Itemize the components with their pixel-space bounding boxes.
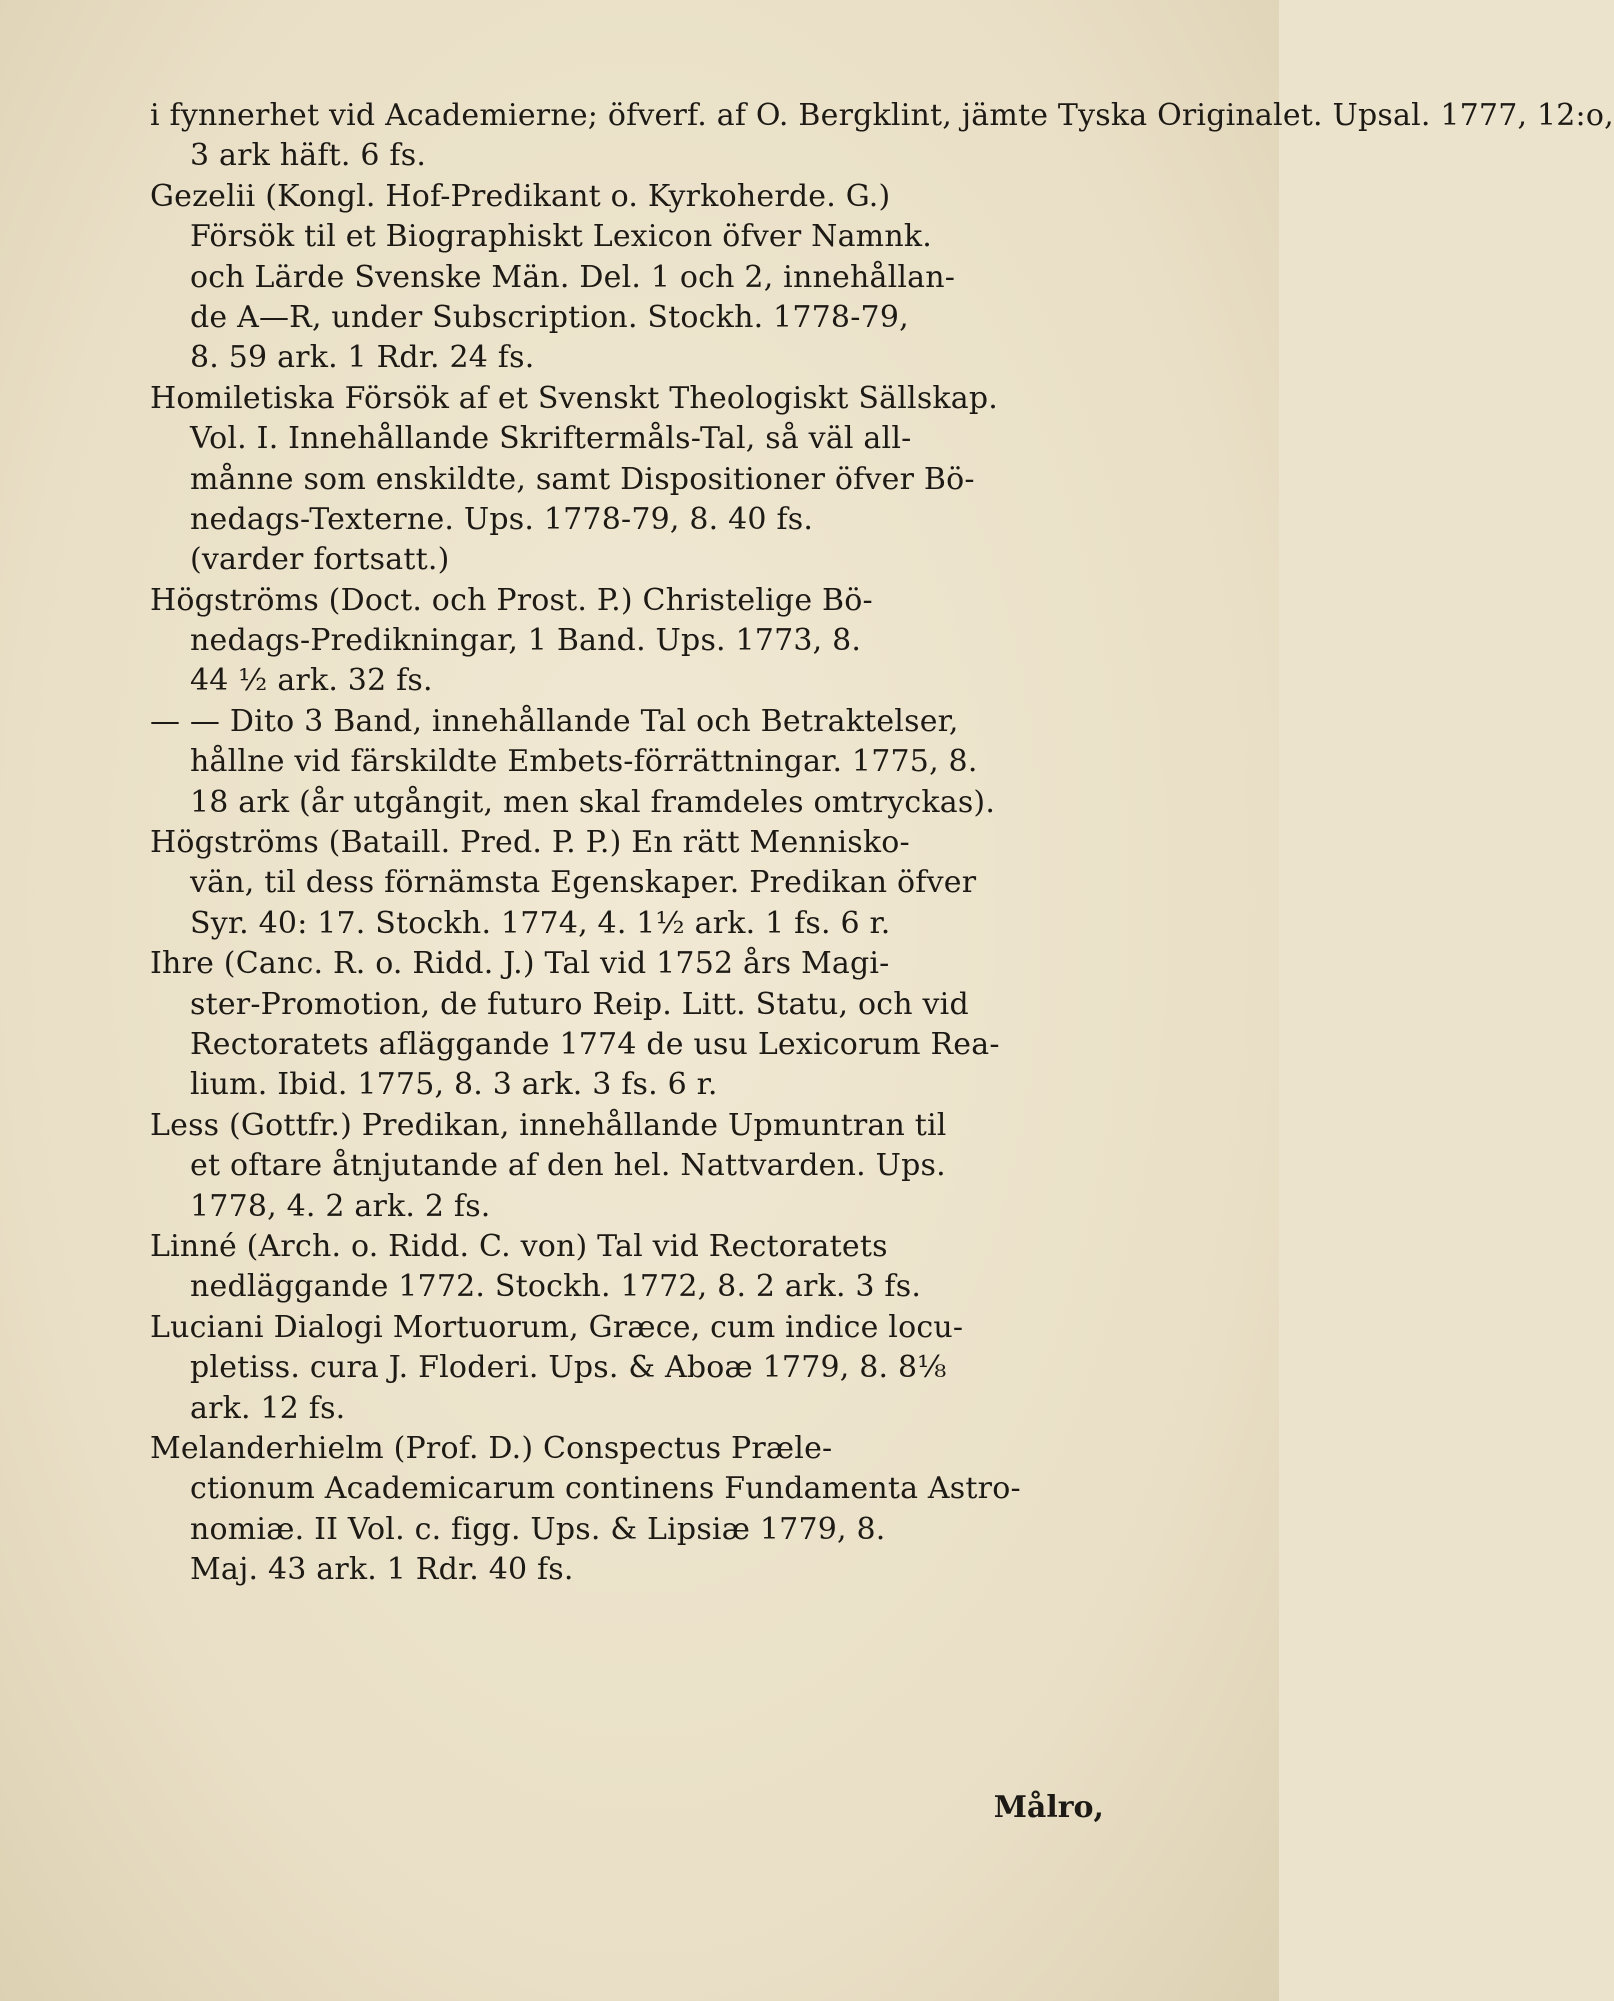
text-line: Ihre (Canc. R. o. Ridd. J.) Tal vid 1752 års Magi- <box>150 946 890 982</box>
text-line: Luciani Dialogi Mortuorum, Græce, cum indice locu- <box>150 1309 964 1345</box>
text-line: i fynnerhet vid Academierne; öfverf. af O. Bergklint, jämte Tyska Originalet. Upsal. 1777, 12:o, <box>150 98 1614 133</box>
text-line: lium. Ibid. 1775, 8. 3 ark. 3 fs. 6 r. <box>190 1067 718 1103</box>
text-line: Vol. I. Innehållande Skriftermåls-Tal, så väl all- <box>190 421 912 457</box>
text-line: Syr. 40: 17. Stockh. 1774, 4. 1½ ark. 1 fs. 6 r. <box>190 905 891 941</box>
text-line: (varder fortsatt.) <box>190 542 450 578</box>
text-line: Melanderhielm (Prof. D.) Conspectus Præle- <box>150 1430 833 1466</box>
text-line: Linné (Arch. o. Ridd. C. von) Tal vid Rectoratets <box>150 1228 888 1264</box>
text-line: Högströms (Doct. och Prost. P.) Christelige Bö- <box>150 582 873 618</box>
text-line: Gezelii (Kongl. Hof-Predikant o. Kyrkoherde. G.) <box>150 178 891 214</box>
text-line: 18 ark (år utgångit, men skal framdeles omtryckas). <box>190 784 996 820</box>
text-line: nedläggande 1772. Stockh. 1772, 8. 2 ark. 3 fs. <box>190 1269 922 1305</box>
text-line: 1778, 4. 2 ark. 2 fs. <box>190 1188 491 1224</box>
text-line: pletiss. cura J. Floderi. Ups. & Aboæ 1779, 8. 8⅛ <box>190 1350 947 1386</box>
catchword: Målro, <box>993 1790 1104 1825</box>
text-line: och Lärde Svenske Män. Del. 1 och 2, innehållan- <box>190 259 956 295</box>
text-line: vän, til dess förnämsta Egenskaper. Predikan öfver <box>190 865 977 901</box>
text-line: Homiletiska Försök af et Svenskt Theologiskt Sällskap. <box>150 380 999 416</box>
text-line: nedags-Texterne. Ups. 1778-79, 8. 40 fs. <box>190 501 814 537</box>
text-line: nomiæ. II Vol. c. figg. Ups. & Lipsiæ 1779, 8. <box>190 1511 886 1547</box>
text-line: nedags-Predikningar, 1 Band. Ups. 1773, 8. <box>190 623 862 659</box>
text-line: ctionum Academicarum continens Fundamenta Astro- <box>190 1471 1021 1507</box>
text-line: Högströms (Bataill. Pred. P. P.) En rätt Mennisko- <box>150 825 910 861</box>
text-line: et oftare åtnjutande af den hel. Nattvarden. Ups. <box>190 1148 946 1184</box>
text-line: Rectoratets afläggande 1774 de usu Lexicorum Rea- <box>190 1026 1000 1062</box>
text-line: de A—R, under Subscription. Stockh. 1778-79, <box>190 299 909 335</box>
text-line: Less (Gottfr.) Predikan, innehållande Upmuntran til <box>150 1107 947 1143</box>
text-line: hållne vid färskildte Embets-förrättningar. 1775, 8. <box>190 744 978 780</box>
text-line: — — Dito 3 Band, innehållande Tal och Betraktelser, <box>150 703 959 739</box>
text-line: ster-Promotion, de futuro Reip. Litt. Statu, och vid <box>190 986 969 1022</box>
text-line: 8. 59 ark. 1 Rdr. 24 fs. <box>190 340 535 376</box>
text-line: ark. 12 fs. <box>190 1390 346 1426</box>
catalogue-text <box>150 96 1614 1590</box>
text-line: 44 ½ ark. 32 fs. <box>190 663 433 699</box>
text-line: Försök til et Biographiskt Lexicon öfver Namnk. <box>190 219 932 255</box>
text-line: Maj. 43 ark. 1 Rdr. 40 fs. <box>190 1552 574 1588</box>
text-line: månne som enskildte, samt Dispositioner öfver Bö- <box>190 461 975 497</box>
text-line: 3 ark häft. 6 fs. <box>190 138 427 174</box>
